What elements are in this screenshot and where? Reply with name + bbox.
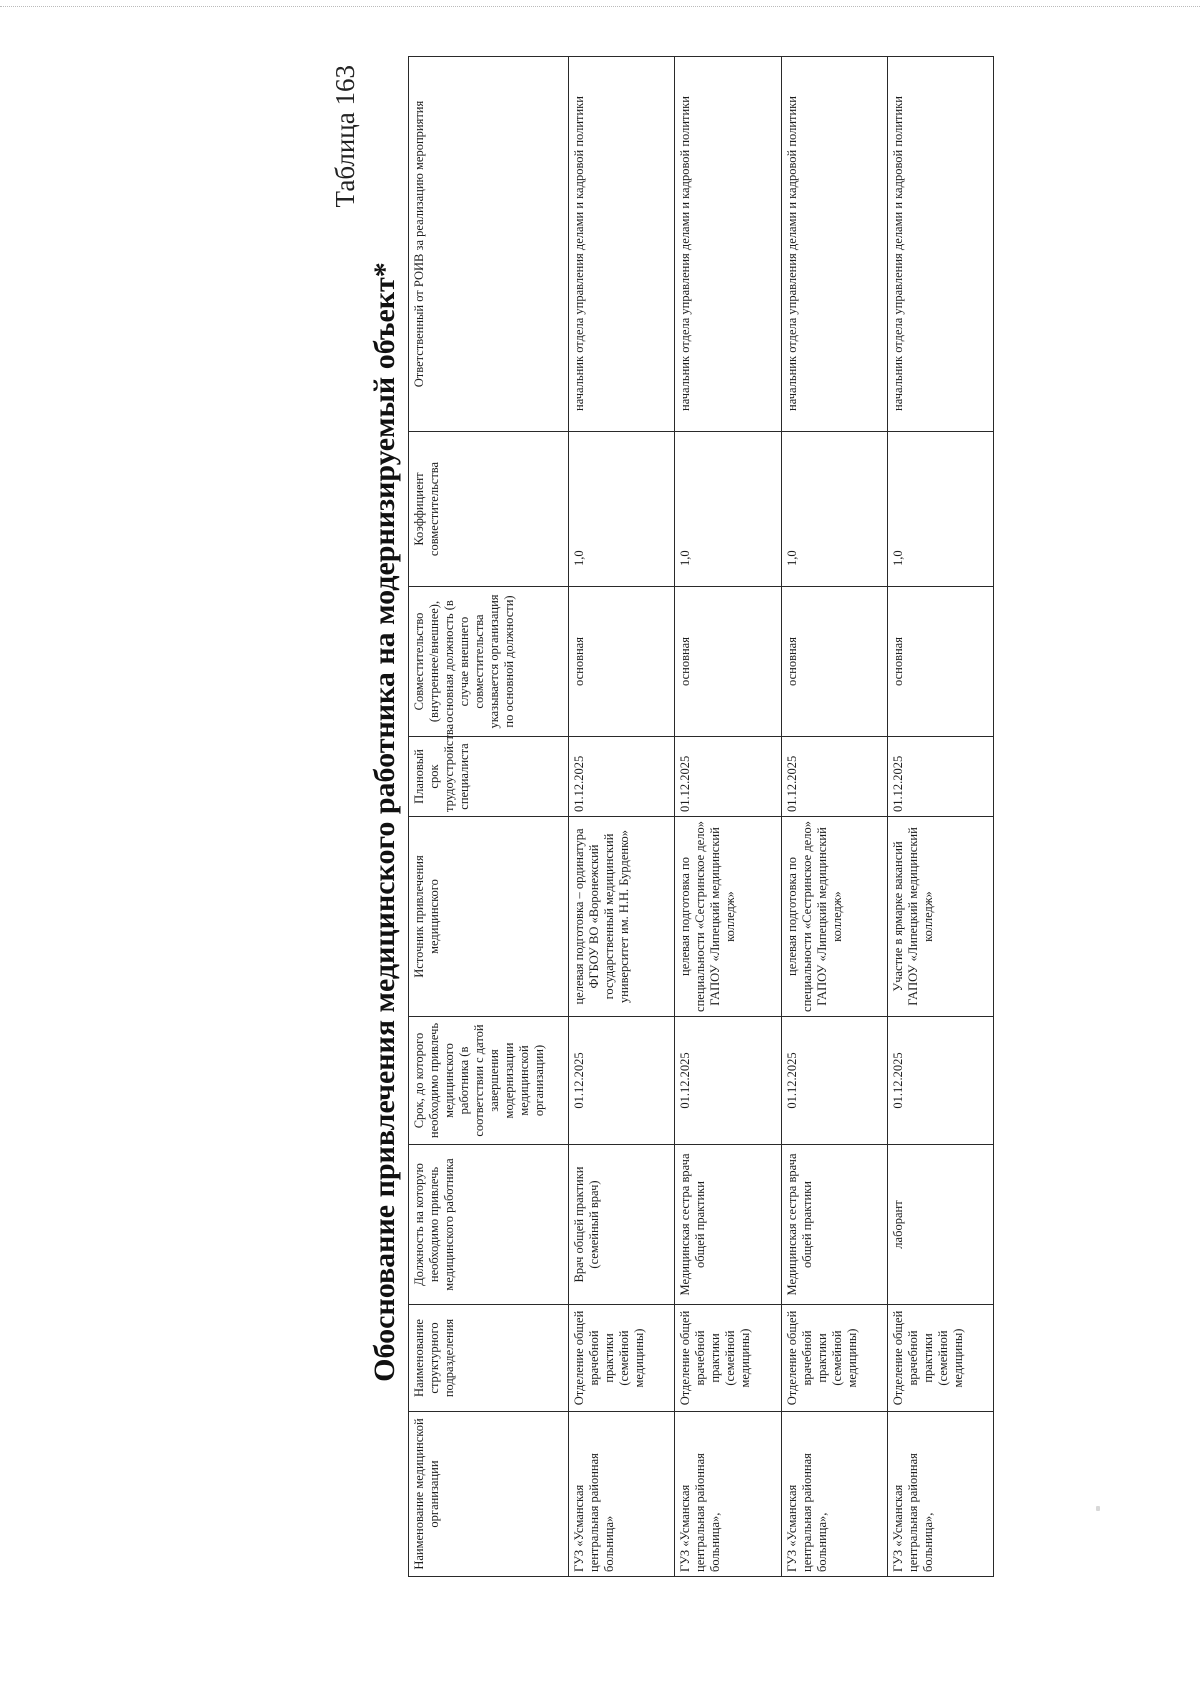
cell-source: целевая подготовка – ординатура ФГБОУ ВО «Воронежский государственный медицинский университет им. Н.Н. Бурденко» [569, 817, 675, 1017]
cell-planned-date: 01.12.2025 [569, 737, 675, 817]
cell-deadline: 01.12.2025 [569, 1017, 675, 1145]
cell-department: Отделение общей врачебной практики (семейной медицины) [781, 1305, 887, 1412]
header-responsible: Ответственный от РОИВ за реализацию мероприятия [409, 57, 569, 432]
cell-planned-date: 01.12.2025 [675, 737, 781, 817]
cell-coefficient: 1,0 [675, 432, 781, 587]
cell-deadline: 01.12.2025 [887, 1017, 993, 1145]
cell-combination: основная [675, 587, 781, 737]
cell-responsible: начальник отдела управления делами и кадровой политики [675, 57, 781, 432]
cell-position: лаборант [887, 1145, 993, 1305]
cell-position: Врач общей практики (семейный врач) [569, 1145, 675, 1305]
rotated-page-content [328, 57, 994, 1577]
header-source: Источник привлечения медицинского [409, 817, 569, 1017]
header-deadline: Срок, до которого необходимо привлечь медицинского работника (в соответствии с датой завершения модернизации медицинской организации) [409, 1017, 569, 1145]
cell-combination: основная [781, 587, 887, 737]
table-row [781, 57, 887, 1577]
cell-responsible: начальник отдела управления делами и кадровой политики [781, 57, 887, 432]
cell-combination: основная [887, 587, 993, 737]
cell-combination: основная [569, 587, 675, 737]
cell-source: целевая подготовка по специальности «Сестринское дело» ГАПОУ «Липецкий медицинский колледж» [781, 817, 887, 1017]
cell-responsible: начальник отдела управления делами и кадровой политики [887, 57, 993, 432]
cell-coefficient: 1,0 [887, 432, 993, 587]
header-position: Должность на которую необходимо привлечь медицинского работника [409, 1145, 569, 1305]
cell-source: Участие в ярмарке вакансий ГАПОУ «Липецкий медицинский колледж» [887, 817, 993, 1017]
cell-department: Отделение общей врачебной практики (семейной медицины) [569, 1305, 675, 1412]
table-header-row [409, 57, 569, 1577]
cell-department: Отделение общей врачебной практики (семейной медицины) [887, 1305, 993, 1412]
cell-organization: ГУЗ «Усманская центральная районная больница», [675, 1412, 781, 1577]
header-department: Наименование структурного подразделения [409, 1305, 569, 1412]
scan-speck [1096, 1506, 1100, 1511]
header-planned-date: Плановый срок трудоустройства специалиста [409, 737, 569, 817]
cell-deadline: 01.12.2025 [781, 1017, 887, 1145]
table-row [887, 57, 993, 1577]
cell-position: Медицинская сестра врача общей практики [781, 1145, 887, 1305]
document-heading: Обоснование привлечения медицинского работника на модернизируемый объект* [368, 262, 401, 1382]
cell-organization: ГУЗ «Усманская центральная районная больница» [569, 1412, 675, 1577]
cell-source: целевая подготовка по специальности «Сестринское дело» ГАПОУ «Липецкий медицинский колледж» [675, 817, 781, 1017]
cell-planned-date: 01.12.2025 [887, 737, 993, 817]
header-organization: Наименование медицинской организации [409, 1412, 569, 1577]
cell-planned-date: 01.12.2025 [781, 737, 887, 817]
cell-deadline: 01.12.2025 [675, 1017, 781, 1145]
cell-position: Медицинская сестра врача общей практики [675, 1145, 781, 1305]
staffing-justification-table [408, 56, 994, 1577]
cell-organization: ГУЗ «Усманская центральная районная больница», [781, 1412, 887, 1577]
cell-coefficient: 1,0 [781, 432, 887, 587]
table-number: Таблица 163 [330, 65, 360, 208]
cell-organization: ГУЗ «Усманская центральная районная больница», [887, 1412, 993, 1577]
header-combination: Совместительство (внутреннее/внешнее), основная должность (в случае внешнего совместительства указывается организация по основной должности) [409, 587, 569, 737]
cell-coefficient: 1,0 [569, 432, 675, 587]
table-row [675, 57, 781, 1577]
table-row [569, 57, 675, 1577]
cell-department: Отделение общей врачебной практики (семейной медицины) [675, 1305, 781, 1412]
cell-responsible: начальник отдела управления делами и кадровой политики [569, 57, 675, 432]
scan-top-edge [0, 6, 1200, 7]
header-coefficient: Коэффициент совместительства [409, 432, 569, 587]
